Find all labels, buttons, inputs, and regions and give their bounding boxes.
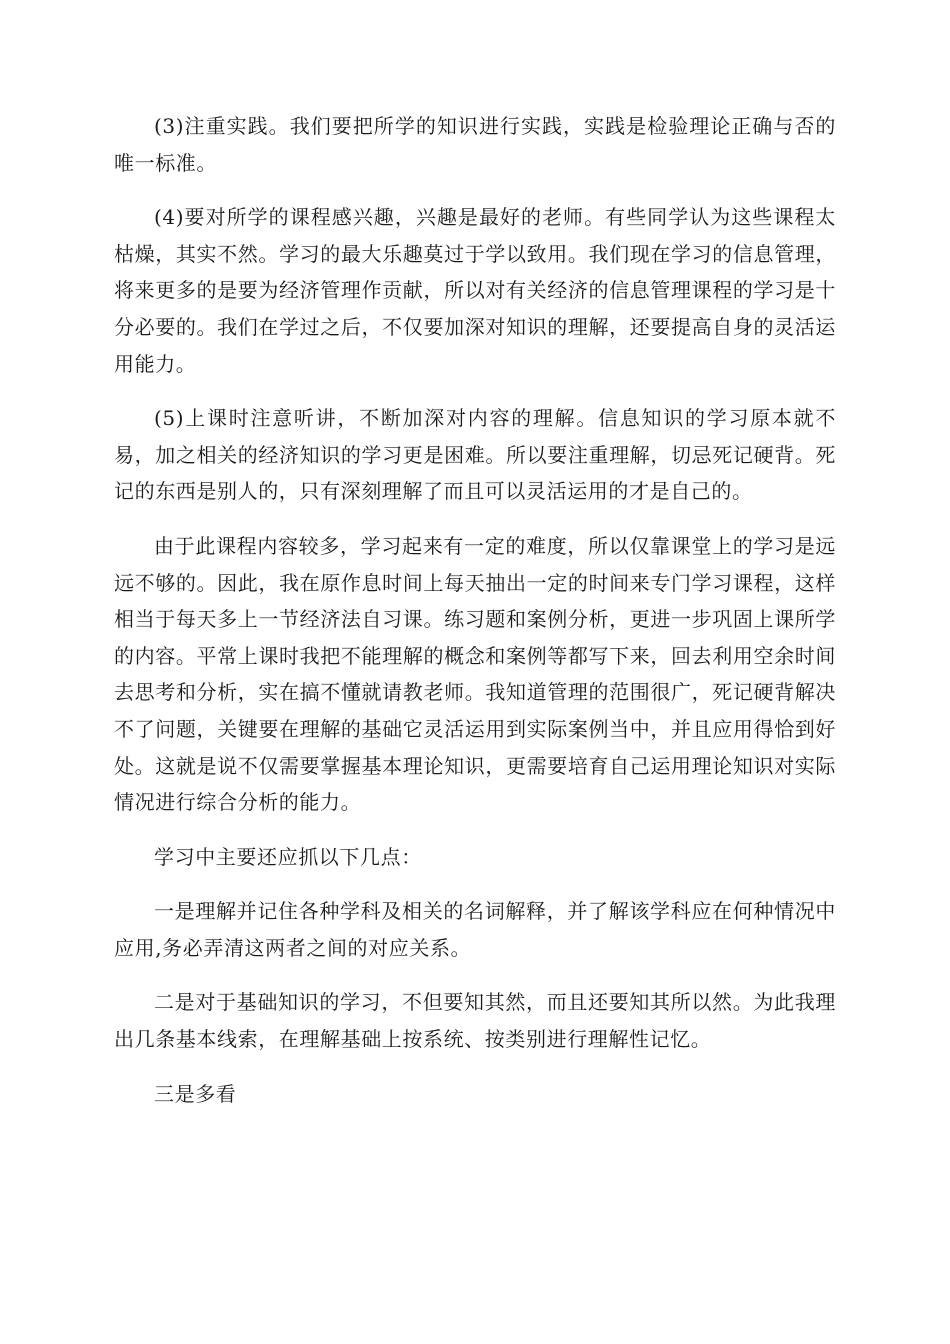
- paragraph-listening: (5)上课时注意听讲，不断加深对内容的理解。信息知识的学习原本就不易，加之相关的经济知识的学习更是困难。所以要注重理解，切忌死记硬背。死记的东西是别人的，只有深刻理解了而且可以灵活运用的才是自己的。: [114, 406, 836, 504]
- paragraph-point-three: 三是多看: [154, 1081, 237, 1106]
- paragraph-practice: (3)注重实践。我们要把所学的知识进行实践，实践是检验理论正确与否的唯一标准。: [114, 114, 836, 175]
- document-body: [114, 108, 836, 1130]
- paragraph-study-method: 由于此课程内容较多，学习起来有一定的难度，所以仅靠课堂上的学习是远远不够的。因此，我在原作息时间上每天抽出一定的时间来专门学习课程，这样相当于每天多上一节经济法自习课。练习题和案例分析，更进一步巩固上课所学的内容。平常上课时我把不能理解的概念和案例等都写下来，回去利用空余时间去思考和分析，实在搞不懂就请教老师。我知道管理的范围很广，死记硬背解决不了问题，关键要在理解的基础它灵活运用到实际案例当中，并且应用得恰到好处。这就是说不仅需要掌握基本理论知识，更需要培育自己运用理论知识对实际情况进行综合分析的能力。: [114, 533, 836, 815]
- paragraph-key-points-intro: 学习中主要还应抓以下几点：: [154, 844, 422, 869]
- paragraph-point-two: 二是对于基础知识的学习，不但要知其然，而且还要知其所以然。为此我理出几条基本线索，在理解基础上按系统、按类别进行理解性记忆。: [114, 990, 836, 1052]
- paragraph-point-one: 一是理解并记住各种学科及相关的名词解释，并了解该学科应在何种情况中应用,务必弄清这两者之间的对应关系。: [114, 899, 836, 960]
- paragraph-interest: (4)要对所学的课程感兴趣，兴趣是最好的老师。有些同学认为这些课程太枯燥，其实不然。学习的最大乐趣莫过于学以致用。我们现在学习的信息管理，将来更多的是要为经济管理作贡献，所以对有关经济的信息管理课程的学习是十分必要的。我们在学过之后，不仅要加深对知识的理解，还要提高自身的灵活运用能力。: [114, 205, 836, 376]
